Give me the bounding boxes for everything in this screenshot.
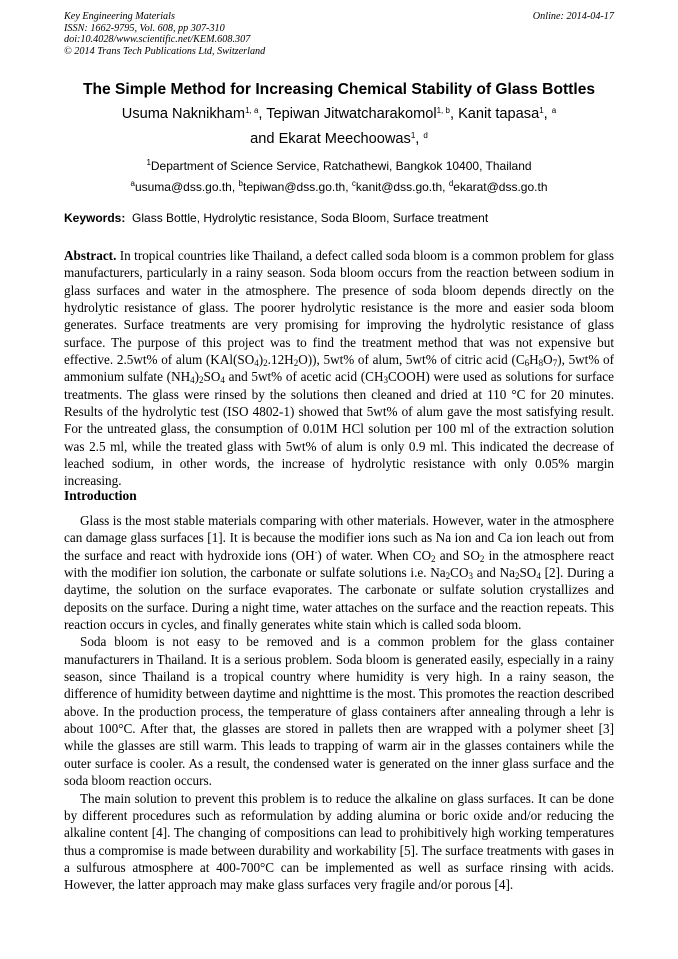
abstract: Abstract. In tropical countries like Thailand, a defect called soda bloom is a common problem for glass manufacturers, particularly in a rainy season. Soda bloom occurs from the reaction between sodium in glass surfaces and water in the atmosphere. The presence of soda bloom depends directly on the hydrolytic resistance of glass. The poorer hydrolytic resistance is the more and easier soda bloom generates. Surface treatments are very promising for improving the hydrolytic resistance of glass surface. The purpose of this project was to find the treatment method that was not expensive but effective. 2.5wt% of alum $(KAl(SO_4)_2.12H_2O)$), 5wt% of alum, 5wt% of citric acid $(C_6H_8O_7)$, 5wt% of ammonium sulfate $(NH_4)_2SO_4$ and 5wt% of acetic acid $(CH_3COOH)$ were used as solutions for surface treatments. The glass were rinsed by the solutions then cleaned and dried at 110 °C for 20 minutes. Results of the hydrolytic test (ISO 4802-1) showed that 5wt% of alum gave the most satisfying result. For the untreated glass, the consumption of 0.01M HCl solution per 100 ml of the extraction solution was 2.5 ml, while the treated glass with 5wt% of alum is only 0.9 ml. This indicated the decrease of leached sodium, in other words, the increase of hydrolytic resistance with only 0.05% margin increasing.: [64, 248, 615, 489]
author-name: Ekarat Meechoowas: [278, 130, 411, 147]
author-name: Kanit tapasa: [458, 106, 540, 122]
intro-paragraph-1: Glass is the most stable materials comparing with other materials. However, water in the atmosphere can damage glass surfaces [1]. It is because the modifier ions such as Na ion and Ca ion leach out from the surface and react with hydroxide ions (OH-) of water. When $CO_2$ and $SO_2$ in the atmosphere react with the modifier ion solution, the carbonate or sulfate solutions i.e. $Na_2CO_3$ and $Na_2SO_4$ [2]. During a daytime, the solution on the surface evaporates. The carbonate or sulfate solution crystallizes and deposits on the surface. During a night time, water attaches on the surface and the reaction repeats. This reaction occurs in cycles, and finally generates white stain which is called soda bloom.: [64, 513, 614, 633]
keywords-text: Glass Bottle, Hydrolytic resistance, Soda Bloom, Surface treatment: [132, 211, 489, 225]
author-email-sup: a: [551, 106, 557, 115]
author-affil-sup: 1: [410, 130, 416, 140]
authors-line-1: Usuma Naknikham$^{1, a}$, Tepiwan Jitwatcharakomol$^{1, b}$, Kanit tapasa$^1$, $^a$: [121, 106, 557, 122]
author-affil-sup: 1, b: [436, 106, 450, 115]
author-affil-sup: 1, a: [245, 106, 259, 115]
journal-name: Key Engineering Materials: [64, 11, 175, 22]
keywords-label: Keywords:: [64, 211, 126, 225]
email-link[interactable]: tepiwan@dss.go.th: [242, 180, 346, 194]
email-link[interactable]: kanit@dss.go.th: [355, 180, 443, 194]
keywords: [64, 210, 624, 226]
section-heading-introduction: Introduction: [64, 488, 137, 503]
authors-line-2: and Ekarat Meechoowas$^1$, $^d$: [250, 130, 428, 147]
title-block: [0, 80, 678, 197]
introduction-body: [64, 512, 614, 894]
intro-paragraph-2: Soda bloom is not easy to be removed and is a common problem for the glass container manufacturers in Thailand. It is a serious problem. Soda bloom is generated easily, especially in a rainy season, since Thailand is a tropical country where humidity is very high. In a rainy season, the difference of humidity between daytime and nighttime is the most. This promotes the reaction described above. In the production process, the temperature of glass containers after annealing through a lehr is about 100°C. After that, the glasses are stored in pallets then are wrapped with a polymer sheet [3] while the glasses are still warm. This leads to trapping of warm air in the glasses containers while the outer surface is cooler. As a result, the condensed water is generated on the inner glass surface and the soda bloom reaction occurs.: [64, 634, 614, 789]
author-name: Usuma Naknikham: [121, 106, 246, 122]
online-date: Online: 2014-04-17: [532, 11, 614, 22]
intro-paragraph-3: The main solution to prevent this problem is to reduce the alkaline on glass surfaces. It can be done by different procedures such as reformulation by adding alumina or boric oxide and/or reducing the alkaline content [4]. The changing of compositions can lead to prohibitively high working temperatures thus a compromise is made between durability and workability [5]. The surface treatments with gases in a sulfurous atmosphere at 400-700°C can be implemented as well as surface rinsing with acids. However, the latter approach may make glass surfaces very fragile and/or porous [4].: [64, 790, 614, 893]
abstract-label: Abstract.: [64, 248, 117, 263]
copyright-line: © 2014 Trans Tech Publications Ltd, Switzerland: [64, 45, 266, 57]
author-name: Tepiwan Jitwatcharakomol: [266, 106, 437, 122]
issn-line: ISSN: 1662-9795, Vol. 608, pp 307-310: [64, 22, 225, 34]
email-link[interactable]: usuma@dss.go.th: [134, 180, 232, 194]
author-affil-sup: 1: [539, 106, 544, 115]
doi-line: doi:10.4028/www.scientific.net/KEM.608.307: [64, 34, 251, 46]
authors-list: [0, 102, 678, 151]
paper-title: The Simple Method for Increasing Chemical Stability of Glass Bottles: [82, 81, 596, 98]
author-email-sup: d: [423, 130, 428, 140]
email-link[interactable]: ekarat@dss.go.th: [453, 180, 548, 194]
journal-header: [64, 11, 265, 57]
affiliation: $^1$Department of Science Service, Ratchathewi, Bangkok 10400, Thailand: [146, 158, 532, 173]
email-list: $^a$usuma@dss.go.th, $^b$tepiwan@dss.go.th, $^c$kanit@dss.go.th, $^d$ekarat@dss.go.th: [130, 179, 548, 194]
